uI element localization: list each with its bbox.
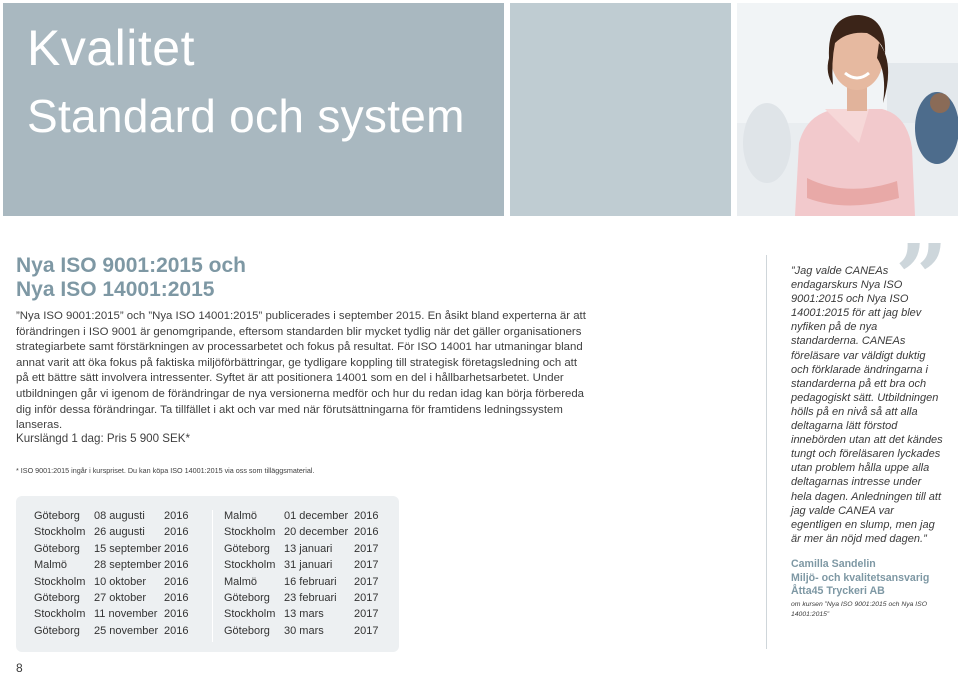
article-heading-line1: Nya ISO 9001:2015 och — [16, 254, 246, 277]
schedule-row — [34, 526, 194, 542]
article-body: ”Nya ISO 9001:2015” och ”Nya ISO 14001:2015” publicerades i september 2015. En åsikt bland experterna är att förändringen i ISO 9001 är genomgripande, eftersom standarden blir mycket tydlig när det gäller organisationers strategiarbete samt förstärkningen av processarbetet och fokus på resultat. För ISO 14001 har utmaningar bland annat varit att öka fokus på faktiska miljöförbättringar, ge tydligare koppling till strategisk företagsledning och att på ett bättre sätt involvera intressenter. Syftet är att positionera 14001 som en del i hållbarhetsarbetet. Under utbildningen går vi igenom de förändringar de nya versionerna medför och hur du redan idag kan börja förbereda dig inför dessa förändringar. Ta tillfället i akt och var med när förutsättningarna för framtidens ledningssystem lanseras. — [16, 310, 586, 432]
schedule-city: Stockholm — [224, 559, 276, 572]
page-title: Kvalitet — [27, 20, 195, 76]
woman-photo-illustration — [737, 3, 958, 216]
course-length-price: Kurslängd 1 dag: Pris 5 900 SEK* — [16, 432, 191, 445]
schedule-year: 2016 — [164, 559, 189, 572]
schedule-row — [34, 559, 194, 575]
schedule-row — [224, 576, 384, 592]
schedule-date: 08 augusti — [94, 510, 145, 522]
schedule-year: 2016 — [164, 510, 189, 522]
header-photo — [737, 3, 958, 216]
schedule-year: 2016 — [354, 526, 379, 539]
schedule-city: Stockholm — [34, 608, 86, 621]
schedule-year: 2017 — [354, 591, 379, 604]
schedule-city: Göteborg — [34, 591, 80, 604]
schedule-row — [224, 543, 384, 559]
schedule-row — [34, 543, 194, 559]
author-company: Åtta45 Tryckeri AB — [791, 585, 885, 597]
schedule-city: Stockholm — [224, 608, 276, 621]
schedule-city: Malmö — [34, 559, 68, 572]
schedule-date: 13 januari — [284, 542, 333, 555]
schedule-city: Göteborg — [224, 542, 270, 555]
schedule-city: Göteborg — [34, 542, 80, 555]
quote-mark-icon: ” — [895, 224, 948, 332]
schedule-city: Göteborg — [34, 624, 80, 637]
schedule-date: 23 februari — [284, 591, 337, 604]
schedule-year: 2016 — [164, 624, 189, 637]
page-subtitle: Standard och system — [27, 90, 465, 142]
schedule-row — [224, 559, 384, 575]
schedule-city: Göteborg — [34, 510, 80, 522]
testimonial-course: om kursen ”Nya ISO 9001:2015 och Nya ISO 14001:2015” — [791, 601, 928, 618]
schedule-year: 2017 — [354, 608, 379, 621]
schedule-row — [224, 608, 384, 624]
schedule-date: 20 december — [284, 526, 349, 539]
schedule-city: Göteborg — [224, 591, 270, 604]
schedule-row — [34, 576, 194, 592]
header-color-block — [510, 3, 731, 216]
header-banner — [3, 3, 504, 216]
article-heading — [16, 254, 456, 302]
page-number: 8 — [16, 661, 23, 674]
schedule-year: 2016 — [354, 510, 379, 522]
schedule-city: Stockholm — [34, 526, 86, 539]
schedule-date: 10 oktober — [94, 575, 146, 588]
schedule-date: 31 januari — [284, 559, 333, 572]
schedule-year: 2017 — [354, 542, 379, 555]
testimonial-divider — [766, 255, 767, 649]
schedule-year: 2016 — [164, 542, 189, 555]
schedule-row — [224, 625, 384, 641]
schedule-divider — [212, 510, 213, 642]
schedule-row — [34, 625, 194, 641]
schedule-column-2 — [224, 510, 384, 641]
schedule-city: Malmö — [224, 575, 258, 588]
schedule-row — [224, 526, 384, 542]
schedule-date: 25 november — [94, 624, 159, 637]
schedule-date: 01 december — [284, 510, 349, 522]
schedule-date: 28 september — [94, 559, 162, 572]
schedule-row — [34, 592, 194, 608]
testimonial-author — [791, 558, 951, 599]
schedule-year: 2016 — [164, 575, 189, 588]
schedule-year: 2017 — [354, 624, 379, 637]
schedule-row — [224, 592, 384, 608]
schedule-year: 2017 — [354, 559, 379, 572]
author-role: Miljö- och kvalitetsansvarig — [791, 571, 930, 584]
course-schedule — [16, 496, 399, 652]
schedule-date: 30 mars — [284, 624, 324, 637]
schedule-city: Stockholm — [224, 526, 276, 539]
schedule-date: 13 mars — [284, 608, 324, 621]
schedule-row — [34, 510, 194, 526]
schedule-column-1 — [34, 510, 194, 641]
schedule-date: 15 september — [94, 542, 162, 555]
schedule-date: 16 februari — [284, 575, 337, 588]
schedule-city: Göteborg — [224, 624, 270, 637]
schedule-date: 26 augusti — [94, 526, 145, 539]
schedule-city: Malmö — [224, 510, 258, 522]
schedule-year: 2016 — [164, 608, 189, 621]
schedule-city: Stockholm — [34, 575, 86, 588]
schedule-date: 27 oktober — [94, 591, 146, 604]
author-name: Camilla Sandelin — [791, 558, 876, 570]
schedule-year: 2016 — [164, 526, 189, 539]
schedule-year: 2017 — [354, 575, 379, 588]
schedule-date: 11 november — [94, 608, 158, 621]
schedule-row — [224, 510, 384, 526]
article-heading-line2: Nya ISO 14001:2015 — [16, 278, 215, 301]
schedule-row — [34, 608, 194, 624]
testimonial-quote: ”Jag valde CANEAs endagarskurs Nya ISO 9001:2015 och Nya ISO 14001:2015 för att jag blev nyfiken på de nya standarderna. CANEAs föreläsare var väldigt duktig och förklarade ändringarna i standarderna på ett bra och pedagogiskt sätt. Utbildningen hölls på en nivå så att alla deltagarna lätt förstod innebörden utan att det kändes tungt och föreläsaren lyckades utan problem hålla uppe alla deltagarnas intresse under hela dagen. Anledningen till att jag valde CANEA var egentligen en slump, men jag är mer än nöjd med dagen.” — [791, 265, 943, 545]
schedule-year: 2016 — [164, 591, 189, 604]
price-footnote: * ISO 9001:2015 ingår i kurspriset. Du kan köpa ISO 14001:2015 via oss som tilläggsmaterial. — [16, 466, 315, 475]
